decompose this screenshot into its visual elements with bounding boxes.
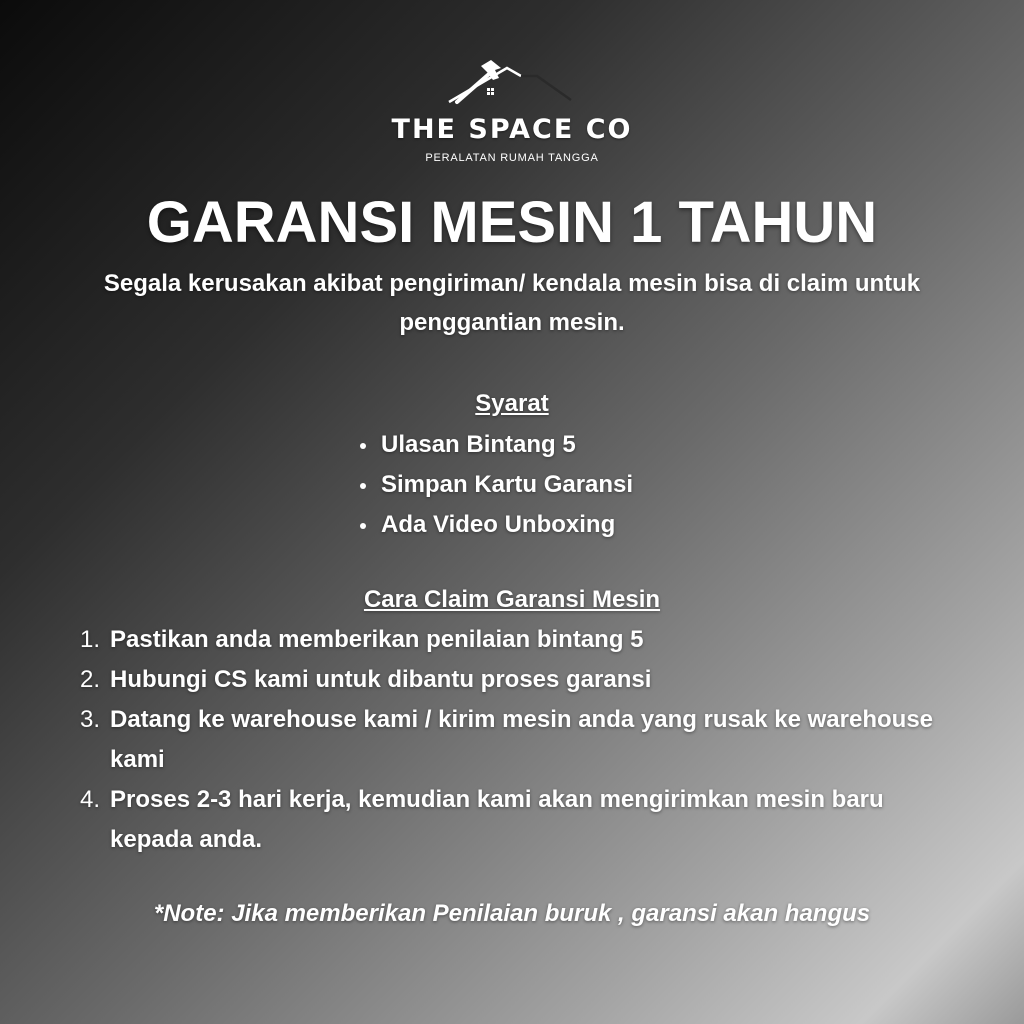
step-text: Datang ke warehouse kami / kirim mesin anda yang rusak ke warehouse kami: [110, 706, 934, 773]
step-item: [80, 620, 960, 660]
hammer-house-roof-icon: [447, 56, 577, 108]
step-text: Pastikan anda memberikan penilaian bintang 5: [110, 626, 644, 653]
step-item: [80, 780, 960, 860]
syarat-list: [356, 425, 633, 545]
bullet-icon: [360, 443, 366, 449]
step-number: 2.: [80, 666, 101, 693]
warranty-note: *Note: Jika memberikan Penilaian buruk , garansi akan hangus: [153, 900, 871, 927]
claim-heading: Cara Claim Garansi Mesin: [363, 586, 661, 613]
bullet-icon: [360, 483, 366, 489]
syarat-heading: Syarat: [475, 390, 549, 417]
brand-logo: [0, 56, 1024, 164]
list-item: [356, 465, 633, 505]
list-item: [356, 505, 633, 545]
step-text: Hubungi CS kami untuk dibantu proses garansi: [110, 666, 652, 693]
step-item: [80, 700, 960, 780]
brand-name: THE SPACE CO: [391, 114, 633, 145]
list-item: [356, 425, 633, 465]
intro-text: Segala kerusakan akibat pengiriman/ kendala mesin bisa di claim untuk penggantian mesin.: [103, 270, 921, 336]
step-text: Proses 2-3 hari kerja, kemudian kami akan mengirimkan mesin baru kepada anda.: [110, 786, 884, 853]
list-item-label: Simpan Kartu Garansi: [381, 471, 634, 498]
step-number: 3.: [80, 706, 101, 733]
list-item-label: Ada Video Unboxing: [381, 511, 616, 538]
claim-steps-list: [80, 620, 960, 860]
page-title: GARANSI MESIN 1 TAHUN: [146, 190, 878, 255]
bullet-icon: [360, 523, 366, 529]
list-item-label: Ulasan Bintang 5: [381, 431, 576, 458]
step-number: 1.: [80, 626, 101, 653]
brand-tagline: PERALATAN RUMAH TANGGA: [425, 152, 599, 164]
step-item: [80, 660, 960, 700]
step-number: 4.: [80, 786, 101, 813]
